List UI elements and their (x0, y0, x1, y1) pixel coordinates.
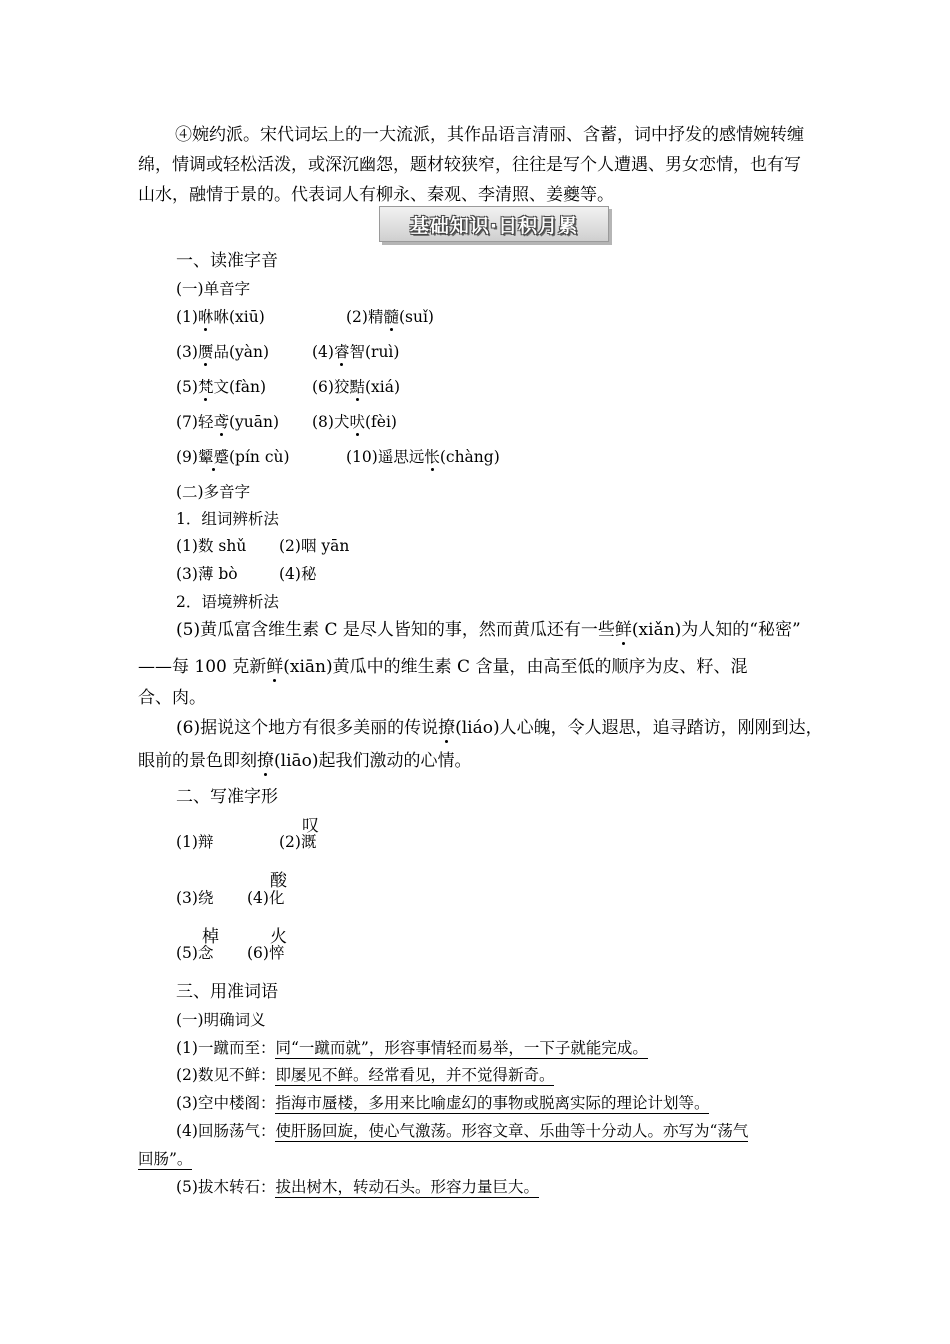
subsection-multi-sound: (二)多音字 (176, 483, 251, 501)
glyph-item-3: (3)绕 (176, 889, 214, 907)
intro-line-2: 绵，情调或轻松活泼，或深沉幽怨，题材较狭窄，往往是写个人遭遇、男女恋情，也有写 (138, 155, 801, 175)
glyph-item-6-correction: 火 (270, 927, 287, 947)
pronunciation-item-9: (9)颦蹙(pín cù) (176, 448, 290, 466)
method-1-title: 1．组词辨析法 (176, 510, 279, 528)
glyph-item-4: (4)化 (247, 889, 285, 907)
section-banner-text: 基础知识·日积月累 (409, 214, 579, 237)
definition-4-line-2: 回肠”。 (138, 1150, 193, 1168)
polyphone-item-4: (4)秘 (279, 565, 317, 583)
glyph-item-6: (6)悴 (247, 944, 285, 962)
pronunciation-item-2: (2)精髓(suǐ) (346, 308, 434, 326)
context-item-5-line-1: (5)黄瓜富含维生素 C 是尽人皆知的事，然而黄瓜还有一些鲜(xiǎn)为人知的“秘密” (176, 620, 801, 640)
context-item-5-line-3: 合、肉。 (138, 688, 206, 708)
pronunciation-item-5: (5)梵文(fàn) (176, 378, 267, 396)
pronunciation-item-7: (7)轻鸢(yuān) (176, 413, 280, 431)
definition-5: (5)拔木转石：拔出树木，转动石头。形容力量巨大。 (176, 1178, 539, 1196)
context-item-5-line-2: ——每 100 克新鲜(xiān)黄瓜中的维生素 C 含量，由高至低的顺序为皮、籽、混 (138, 657, 748, 677)
polyphone-item-2: (2)咽 yān (279, 537, 350, 555)
section-title-characters: 二、写准字形 (176, 787, 278, 807)
glyph-item-1: (1)辩 (176, 833, 214, 851)
pronunciation-item-3: (3)赝品(yàn) (176, 343, 270, 361)
glyph-item-2-correction: 叹 (302, 816, 319, 836)
definition-4-line-1: (4)回肠荡气：使肝肠回旋，使心气激荡。形容文章、乐曲等十分动人。亦写为“荡气 (176, 1122, 749, 1140)
intro-line-1: ④婉约派。宋代词坛上的一大流派，其作品语言清丽、含蓄，词中抒发的感情婉转缠 (175, 125, 804, 145)
subsection-single-sound: (一)单音字 (176, 280, 251, 298)
pronunciation-item-1: (1)咻咻(xiū) (176, 308, 265, 326)
method-2-title: 2．语境辨析法 (176, 593, 279, 611)
polyphone-item-3: (3)薄 bò (176, 565, 238, 583)
intro-line-3: 山水，融情于景的。代表词人有柳永、秦观、李清照、姜夔等。 (138, 185, 614, 205)
glyph-item-5: (5)念 (176, 944, 214, 962)
context-item-6-line-1: (6)据说这个地方有很多美丽的传说撩(liáo)人心魄，令人遐思，追寻踏访，刚刚到达， (176, 718, 823, 738)
pronunciation-item-6: (6)狡黠(xiá) (312, 378, 401, 396)
subsection-word-meaning: (一)明确词义 (176, 1011, 266, 1029)
glyph-item-2: (2)溉 (279, 833, 317, 851)
glyph-item-4-correction: 酸 (270, 871, 287, 891)
pronunciation-item-8: (8)犬吠(fèi) (312, 413, 397, 431)
glyph-item-5-correction: 棹 (202, 927, 219, 947)
section-title-pronunciation: 一、读准字音 (176, 251, 278, 271)
section-banner (379, 206, 609, 242)
definition-1: (1)一蹴而至：同“一蹴而就”，形容事情轻而易举，一下子就能完成。 (176, 1039, 648, 1057)
polyphone-item-1: (1)数 shǔ (176, 537, 247, 555)
pronunciation-item-4: (4)睿智(ruì) (312, 343, 400, 361)
pronunciation-item-10: (10)遥思远怅(chàng) (346, 448, 500, 466)
context-item-6-line-2: 眼前的景色即刻撩(liāo)起我们激动的心情。 (138, 751, 472, 771)
definition-2: (2)数见不鲜：即屡见不鲜。经常看见，并不觉得新奇。 (176, 1066, 555, 1084)
section-title-words: 三、用准词语 (176, 982, 278, 1002)
definition-3: (3)空中楼阁：指海市蜃楼，多用来比喻虚幻的事物或脱离实际的理论计划等。 (176, 1094, 710, 1112)
